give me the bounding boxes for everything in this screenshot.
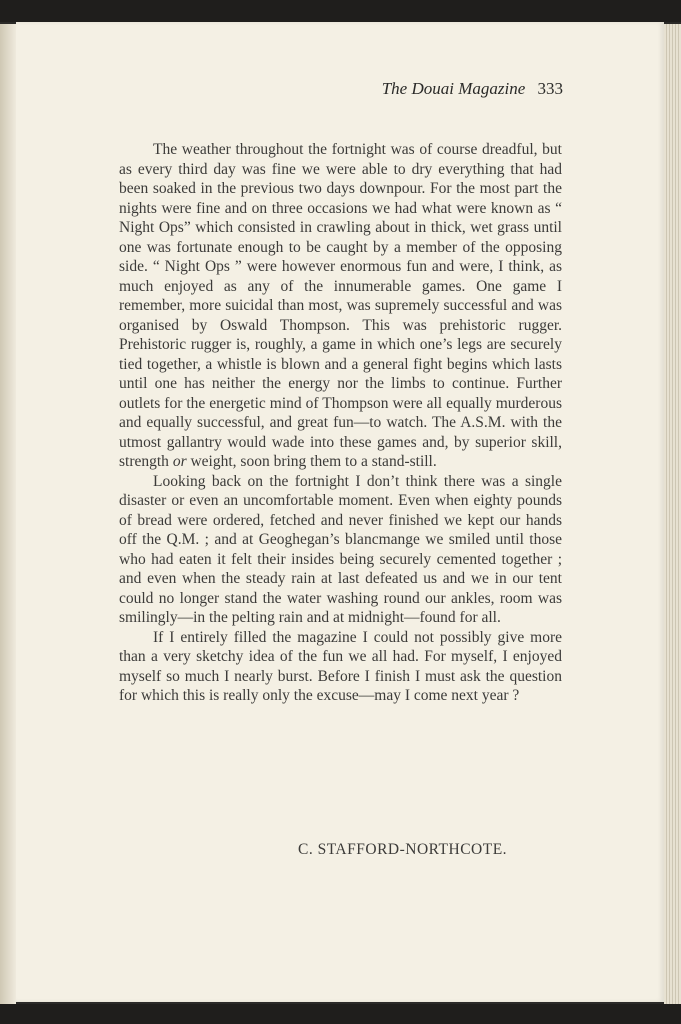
scan-background-top	[0, 0, 681, 22]
paragraph: If I entirely filled the magazine I could not possibly give more than a very sketchy idea of the fun we all had. For myself, I enjoyed myself so much I nearly burst. Before I finish I must ask the question for which this is really only the excuse—may I come next year ?	[119, 628, 562, 704]
publication-title: The Douai Magazine	[381, 79, 526, 98]
emphasis-text: or	[172, 453, 187, 470]
paragraph	[119, 140, 562, 472]
author-signature: C. STAFFORD-NORTHCOTE.	[298, 841, 508, 858]
scan-background-bottom	[0, 1004, 681, 1024]
facing-page-edge	[0, 24, 16, 1004]
page-stack-edges	[664, 24, 681, 1004]
paragraph: Looking back on the fortnight I don’t think there was a single disaster or even an uncomfortable moment. Even when eighty pounds of bread were ordered, fetched and never finished we kept our hands off the Q.M. ; and at Geoghegan’s blancmange we smiled until those who had eaten it felt their insides being securely cemented together ; and even when the steady rain at last defeated us and we in our tent could no longer stand the water washing round our ankles, room was smilingly—in the pelting rain and at midnight—found for all.	[119, 472, 562, 626]
running-header	[382, 79, 563, 99]
paragraph-text: The weather throughout the fortnight was of course dreadful, but as every third day was fine we were able to dry everything that had been soaked in the previous two days downpour. For the most part the nights were fine and on three occasions we had what were known as “ Night Ops” which consisted in crawling about in thick, wet grass until one was fortunate enough to be caught by a member of the opposing side. “ Night Ops ” were however enormous fun and were, I think, as much enjoyed as any of the innumerable games. One game I remember, more suicidal than most, was supremely successful and was organised by Oswald Thompson. This was prehistoric rugger. Prehistoric rugger is, roughly, a game in which one’s legs are securely tied together, a whistle is blown and a general fight begins which lasts until one has neither the energy nor the limbs to continue. Further outlets for the energetic mind of Thompson were all equally murderous and equally successful, and great fun—to watch. The A.S.M. with the utmost gallantry would wade into these games and, by superior skill, strength	[119, 141, 562, 470]
page-number: 333	[537, 79, 563, 98]
article-body	[119, 140, 562, 706]
paragraph-text-tail: weight, soon bring them to a stand-still.	[186, 453, 437, 470]
